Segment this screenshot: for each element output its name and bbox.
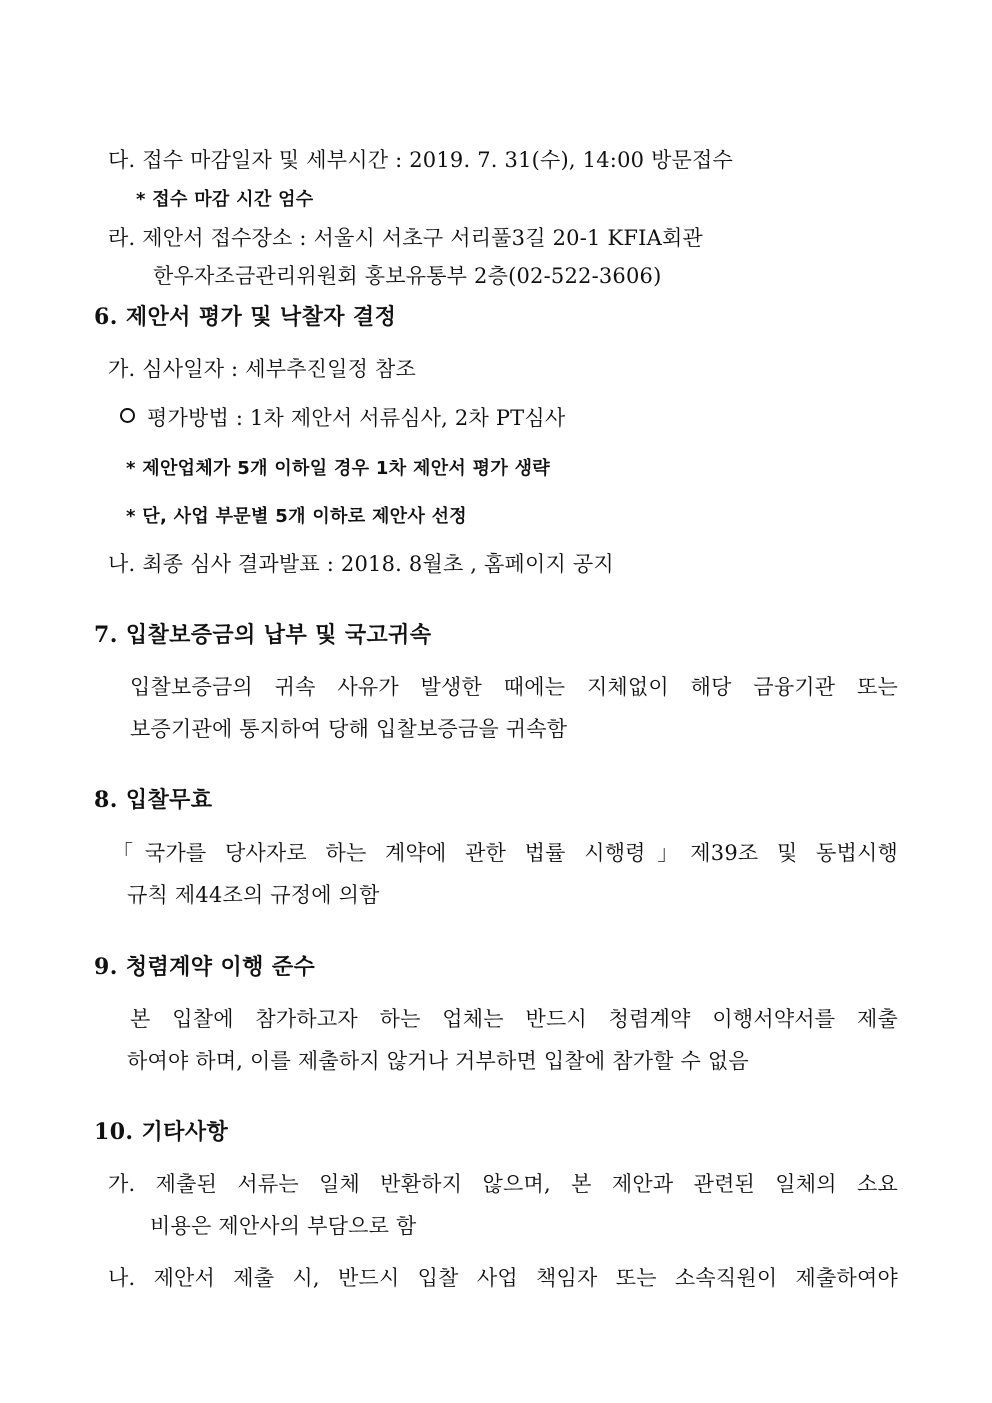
final-result-line: 나. 최종 심사 결과발표 : 2018. 8월초 , 홈페이지 공지 <box>108 552 614 576</box>
section-7-body-line-1: 입찰보증금의 귀속 사유가 발생한 때에는 지체없이 해당 금융기관 또는 <box>130 675 898 699</box>
skip-first-round-note: * 제안업체가 5개 이하일 경우 1차 제안서 평가 생략 <box>126 458 550 479</box>
location-line-2: 한우자조금관리위원회 홍보유통부 2층(02-522-3606) <box>153 264 662 288</box>
deadline-strict-note: * 접수 마감 시간 엄수 <box>136 189 314 210</box>
section-9-body-line-1: 본 입찰에 참가하고자 하는 업체는 반드시 청렴계약 이행서약서를 제출 <box>130 1007 898 1031</box>
eval-method-line <box>120 404 565 432</box>
section-10-item-ga-line-2: 비용은 제안사의 부담으로 함 <box>150 1214 417 1238</box>
section-8-body-line-1: 「국가를 당사자로 하는 계약에 관한 법률 시행령」제39조 및 동법시행 <box>112 841 898 865</box>
section-9-body-line-2: 하여야 하며, 이를 제출하지 않거나 거부하면 입찰에 참가할 수 없음 <box>127 1049 749 1073</box>
location-line-1: 라. 제안서 접수장소 : 서울시 서초구 서리풀3길 20-1 KFIA회관 <box>108 226 703 250</box>
section-10-item-ga-line-1: 가. 제출된 서류는 일체 반환하지 않으며, 본 제안과 관련된 일체의 소요 <box>108 1172 898 1196</box>
section-10-item-na-line-1: 나. 제안서 제출 시, 반드시 입찰 사업 책임자 또는 소속직원이 제출하여야 <box>108 1266 898 1290</box>
section-7-body-line-2: 보증기관에 통지하여 당해 입찰보증금을 귀속함 <box>130 717 568 741</box>
section-10-heading: 10. 기타사항 <box>94 1119 229 1145</box>
section-8-body-line-2: 규칙 제44조의 규정에 의함 <box>127 883 380 907</box>
eval-method-text: 평가방법 : 1차 제안서 서류심사, 2차 PT심사 <box>147 406 566 430</box>
selection-note: * 단, 사업 부문별 5개 이하로 제안사 선정 <box>126 506 467 527</box>
circle-bullet-icon <box>120 408 135 423</box>
review-date-line: 가. 심사일자 : 세부추진일정 참조 <box>108 357 416 381</box>
section-6-heading: 6. 제안서 평가 및 낙찰자 결정 <box>94 304 397 330</box>
section-8-heading: 8. 입찰무효 <box>94 787 213 813</box>
section-9-heading: 9. 청렴계약 이행 준수 <box>94 954 316 980</box>
section-7-heading: 7. 입찰보증금의 납부 및 국고귀속 <box>94 622 432 648</box>
deadline-line: 다. 접수 마감일자 및 세부시간 : 2019. 7. 31(수), 14:00 방문접수 <box>108 148 734 172</box>
